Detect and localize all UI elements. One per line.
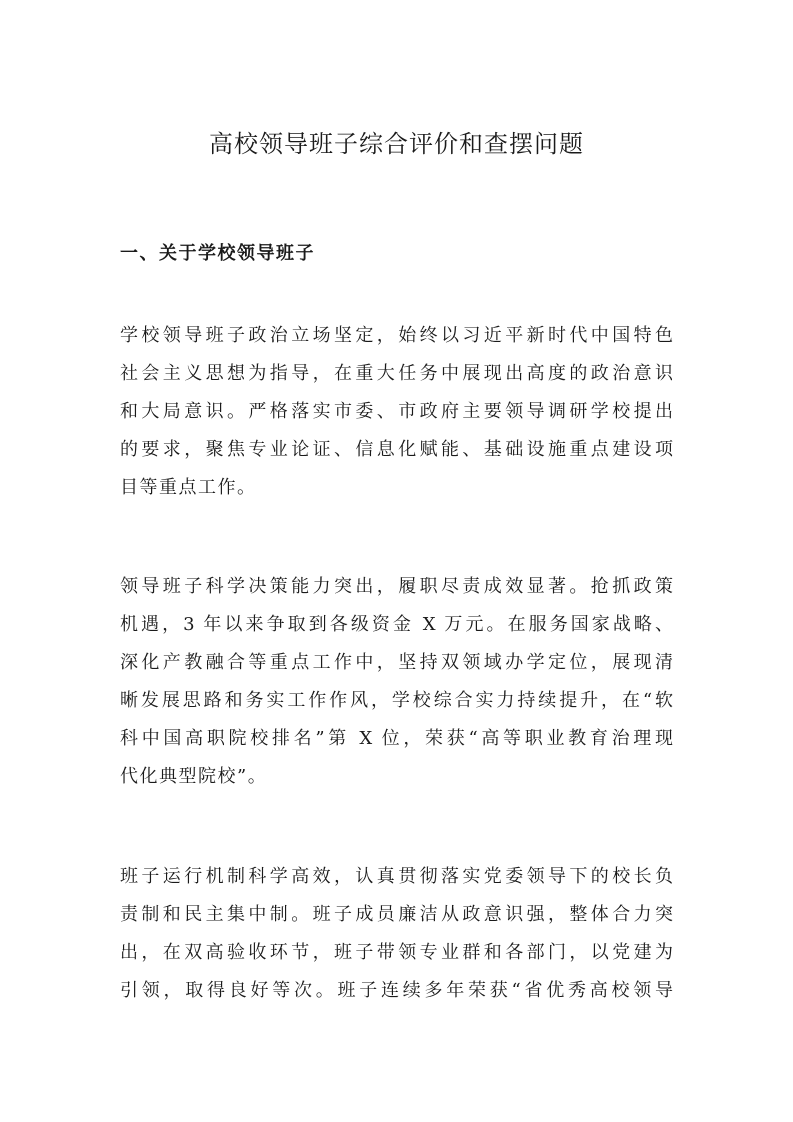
paragraph-line: 的要求，聚焦专业论证、信息化赋能、基础设施重点建设项 (120, 439, 673, 460)
paragraph-line: 代化典型院校”。 (120, 766, 268, 787)
paragraph-line: 深化产教融合等重点工作中，坚持双领域办学定位，展现清 (120, 652, 673, 673)
paragraph-line: 领导班子科学决策能力突出，履职尽责成效显著。抢抓政策 (120, 576, 673, 597)
paragraph-line: 班子运行机制科学高效，认真贯彻落实党委领导下的校长负 (120, 866, 673, 887)
paragraph-line: 晰发展思路和务实工作作风，学校综合实力持续提升，在“软 (120, 690, 673, 711)
paragraph-line: 机遇，3 年以来争取到各级资金 X 万元。在服务国家战略、 (120, 614, 673, 635)
document-title: 高校领导班子综合评价和查摆问题 (209, 130, 584, 158)
paragraph-line: 出，在双高验收环节，班子带领专业群和各部门，以党建为 (120, 942, 673, 963)
paragraph-line: 社会主义思想为指导，在重大任务中展现出高度的政治意识 (120, 363, 673, 384)
paragraph-line: 目等重点工作。 (120, 477, 257, 498)
section-heading: 一、关于学校领导班子 (120, 243, 315, 264)
paragraph-line: 引领，取得良好等次。班子连续多年荣获“省优秀高校领导 (120, 980, 673, 1001)
paragraph-line: 学校领导班子政治立场坚定，始终以习近平新时代中国特色 (120, 325, 673, 346)
paragraph-line: 科中国高职院校排名”第 X 位，荣获“高等职业教育治理现 (120, 728, 673, 749)
paragraph-line: 责制和民主集中制。班子成员廉洁从政意识强，整体合力突 (120, 904, 673, 925)
paragraph-line: 和大局意识。严格落实市委、市政府主要领导调研学校提出 (120, 401, 673, 422)
